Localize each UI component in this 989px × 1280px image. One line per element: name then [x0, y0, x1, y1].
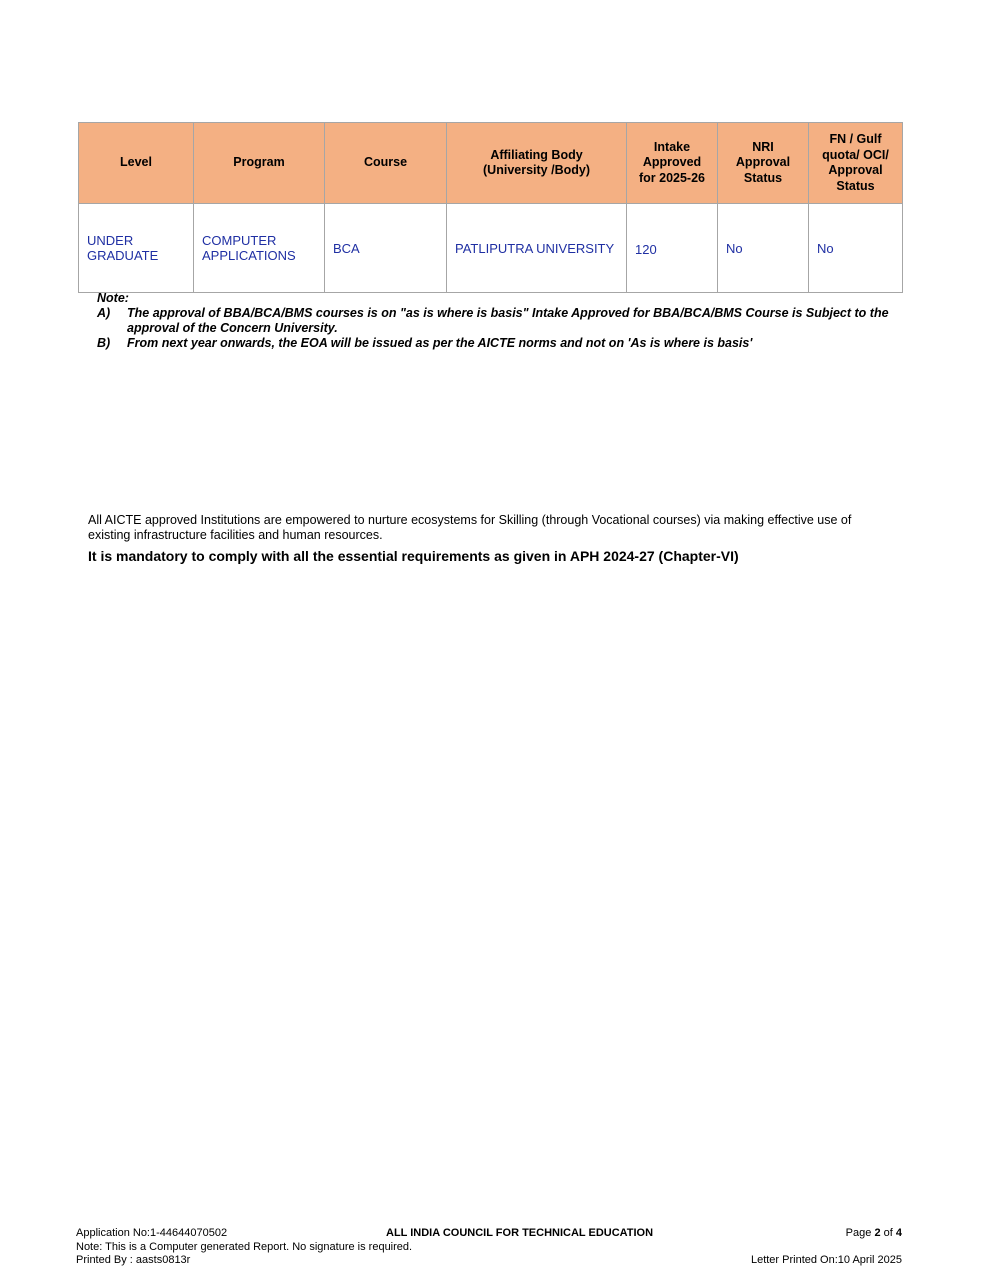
note-letter: B): [97, 336, 111, 350]
note-text: From next year onwards, the EOA will be issued as per the AICTE norms and not on 'As is where is basis': [127, 336, 753, 350]
header-course: Course: [325, 123, 447, 204]
application-number: Application No:1-44644070502: [76, 1227, 228, 1239]
cell-line: COMPUTER: [202, 233, 277, 248]
cell-line: UNDER: [87, 233, 134, 248]
header-nri-status: [718, 123, 809, 204]
skilling-paragraph: All AICTE approved Institutions are empowered to nurture ecosystems for Skilling (through Vocational courses) via making effective use of existing infrastructure facilities and human resources.: [88, 513, 852, 542]
approval-table: [78, 122, 903, 293]
page-label: Page: [845, 1227, 872, 1239]
header-line: Intake: [653, 139, 691, 154]
header-intake: [627, 123, 718, 204]
header-level: Level: [79, 123, 194, 204]
header-line: Status: [743, 170, 783, 185]
header-line: for 2025-26: [638, 170, 705, 185]
note-item: [97, 306, 897, 336]
page-indicator: [846, 1227, 902, 1240]
page-total: 4: [895, 1227, 902, 1239]
cell-affiliating-body: PATLIPUTRA UNIVERSITY: [447, 204, 627, 293]
header-line: FN / Gulf: [829, 132, 882, 146]
header-line: (University /Body): [483, 163, 590, 177]
cell-intake: 120: [627, 204, 718, 293]
table-header-row: [79, 123, 903, 204]
header-line: NRI: [752, 139, 774, 154]
cell-course: BCA: [325, 204, 447, 293]
note-item: [97, 336, 897, 351]
cell-line: APPLICATIONS: [202, 248, 296, 263]
council-name: ALL INDIA COUNCIL FOR TECHNICAL EDUCATION: [386, 1227, 654, 1239]
header-line: Approval: [735, 155, 791, 170]
header-line: Approval: [828, 163, 883, 177]
mandatory-compliance-text: It is mandatory to comply with all the essential requirements as given in APH 2024-27 (Chapter-VI): [88, 548, 739, 564]
header-program: Program: [194, 123, 325, 204]
header-line: Status: [836, 178, 875, 193]
page-current: 2: [874, 1227, 881, 1239]
cell-line: GRADUATE: [87, 248, 159, 263]
header-affiliating-body: [447, 123, 627, 204]
page-of: of: [883, 1227, 893, 1239]
printed-by: Printed By : aasts0813r: [76, 1254, 191, 1266]
note-letter: A): [97, 306, 111, 320]
cell-fn-gulf-status: No: [809, 204, 903, 293]
header-fn-gulf-status: [809, 123, 903, 204]
header-line: Approved: [642, 155, 702, 170]
note-text: The approval of BBA/BCA/BMS courses is on "as is where is basis" Intake Approved for BBA/BCA/BMS Course is Subject to the approval of the Concern University.: [127, 306, 889, 335]
cell-level: [79, 204, 194, 293]
printed-on-date: Letter Printed On:10 April 2025: [750, 1254, 902, 1266]
notes-heading: Note:: [97, 291, 129, 305]
cell-program: [194, 204, 325, 293]
table-row: [79, 204, 903, 293]
header-line: Affiliating Body: [490, 147, 583, 162]
header-line: quota/ OCI/: [822, 147, 889, 162]
notes-section: [97, 291, 897, 351]
computer-generated-note: Note: This is a Computer generated Report. No signature is required.: [76, 1241, 413, 1253]
cell-nri-status: No: [718, 204, 809, 293]
